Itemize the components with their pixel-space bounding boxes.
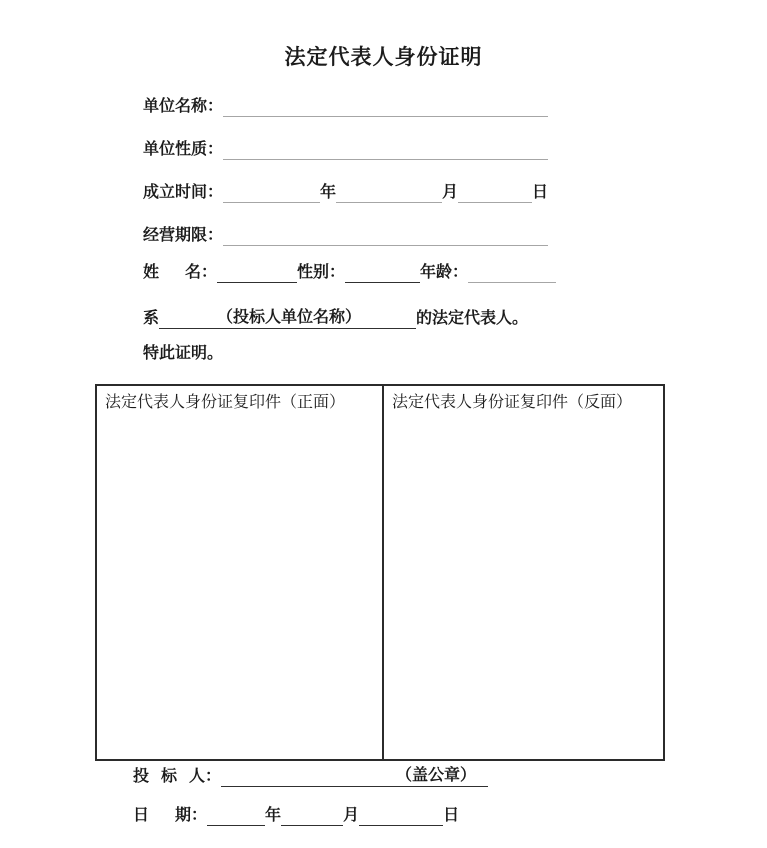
business-term-label: 经营期限： <box>143 227 224 244</box>
row-bidder <box>133 766 488 787</box>
unit-name-label: 单位名称： <box>143 98 224 115</box>
surname-label: 姓 <box>143 264 160 281</box>
id-copy-back-cell <box>384 386 663 759</box>
date-year-blank-line <box>207 806 265 826</box>
label-spacer <box>159 263 185 283</box>
date-char-label: 日 <box>133 807 150 824</box>
row-business-term <box>143 226 548 246</box>
establish-date-label: 成立时间： <box>143 184 224 201</box>
age-blank-line <box>468 263 556 283</box>
date-label: 期： <box>175 807 208 824</box>
date-label-spacer <box>149 806 175 826</box>
bidder-unit-placeholder: （投标人单位名称） <box>217 308 361 329</box>
row-unit-nature <box>143 140 548 160</box>
rep-name-blank-line <box>159 309 217 329</box>
bidder-blank-line-tail <box>476 767 488 787</box>
day-label: 日 <box>532 184 549 201</box>
unit-nature-blank-line <box>223 140 548 160</box>
rep-unit-blank-line <box>361 309 416 329</box>
row-name-gender-age <box>143 263 556 283</box>
id-copy-back-label: 法定代表人身份证复印件（反面） <box>392 394 633 411</box>
date-year-label: 年 <box>265 807 282 824</box>
row-certify <box>143 344 223 364</box>
month-label: 月 <box>442 184 459 201</box>
date-day-label: 日 <box>443 807 460 824</box>
date-month-blank-line <box>281 806 343 826</box>
row-unit-name <box>143 97 548 117</box>
age-label: 年龄： <box>420 264 469 281</box>
date-day-blank-line <box>359 806 443 826</box>
id-copy-front-cell <box>97 386 384 759</box>
establish-year-blank-line <box>223 183 320 203</box>
gender-label: 性别： <box>297 264 346 281</box>
row-establish-date <box>143 183 548 203</box>
certify-text: 特此证明。 <box>143 345 224 362</box>
establish-day-blank-line <box>458 183 532 203</box>
unit-nature-label: 单位性质： <box>143 141 224 158</box>
name-blank-line <box>217 263 297 283</box>
bidder-blank-line <box>221 767 396 787</box>
id-copy-front-label: 法定代表人身份证复印件（正面） <box>105 394 346 411</box>
establish-month-blank-line <box>336 183 442 203</box>
unit-name-blank-line <box>223 97 548 117</box>
id-copy-box <box>95 384 665 761</box>
given-name-label: 名： <box>185 264 218 281</box>
row-date <box>133 806 459 826</box>
rep-prefix-label: 系 <box>143 310 160 327</box>
year-label: 年 <box>320 184 337 201</box>
date-month-label: 月 <box>343 807 360 824</box>
seal-note: （盖公章） <box>396 766 476 787</box>
business-term-blank-line <box>223 226 548 246</box>
rep-suffix-label: 的法定代表人。 <box>416 310 529 327</box>
bidder-label: 投 标 人： <box>133 768 222 785</box>
document-title: 法定代表人身份证明 <box>284 45 483 69</box>
gender-blank-line <box>345 263 420 283</box>
row-legal-representative <box>143 308 528 329</box>
